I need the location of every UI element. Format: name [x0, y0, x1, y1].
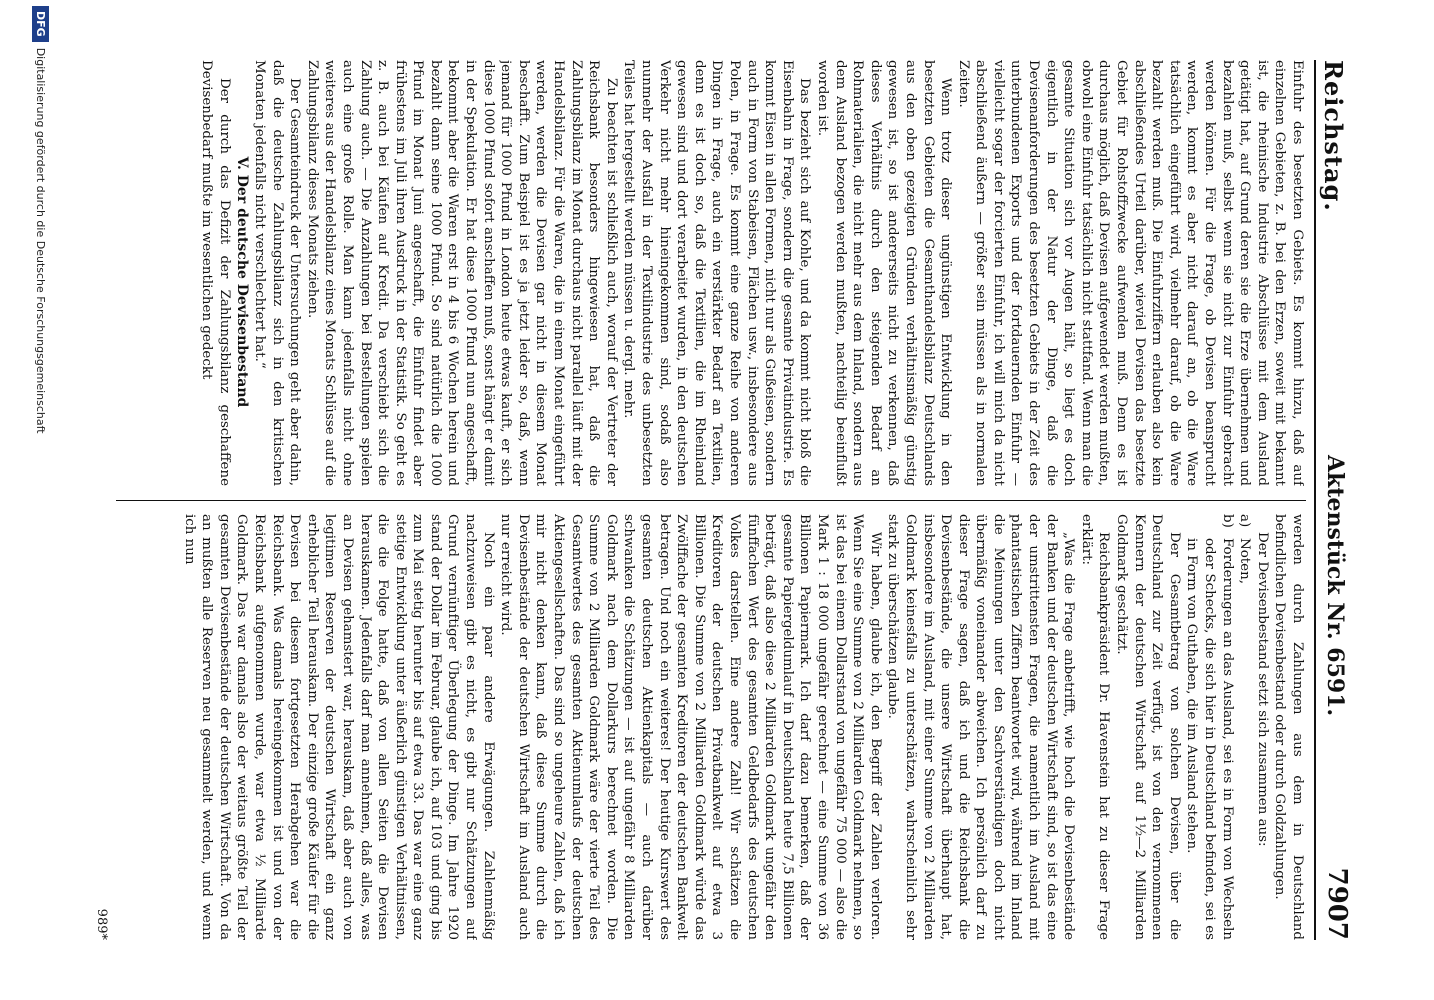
credit-text: Digitalisierung gefördert durch die Deutsche Forschungsgemeinschaft — [34, 47, 47, 434]
list-item-label: b) — [1219, 514, 1235, 528]
list-item-label: a) — [1237, 514, 1253, 528]
list-item — [1183, 514, 1236, 940]
page-number: 7907 — [1322, 867, 1352, 940]
quote-paragraph: „Was die Frage anbetrifft, wie hoch die Devisenbestände der Banken und der deutschen Wirtschaft sind, so ist das eine der umstrittensten Fragen, die namentlich im Ausland mit phantastischen Ziffern beantwortet wird, während im Inland die Meinungen unter den Sachverständigen doch nicht übermäßig voneinander abweichen. Ich persönlich darf zu dieser Frage sagen, daß ich und die Reichsbank die Devisenbestände, die unsere Wirtschaft überhaupt hat, insbesondere im Ausland, mit einer Summe von 2 Milliarden Goldmark keinesfalls zu unterschätzen, wahrscheinlich sehr stark zu überschätzen glaube. — [885, 514, 1077, 940]
paragraph: Zu beachten ist schließlich auch, worauf der Vertreter der Reichsbank besonders hingewiesen hat, daß die Zahlungsbilanz im Monat durchaus nicht parallel läuft mit der Handelsbilanz. Für die Waren, die in einem Monat eingeführt werden, werden die Devisen gar nicht in diesem Monat beschafft. Zum Beispiel ist es ja jetzt leider so, daß, wenn jemand für 1000 Pfund in London heute etwas kauft, er sich diese 1000 Pfund sofort anschaffen muß, sonst hängt er damit in der Spekulation. Er hat diese 1000 Pfund nun angeschafft, bekommt aber die Waren erst in 4 bis 6 Wochen herein und bezahlt dann seine 1000 Pfund. So sind natürlich die 1000 Pfund im Monat Juni angeschafft, die Einfuhr findet aber frühestens im Juli ihren Ausdruck in der Statistik. So geht es z. B. auch bei Käufen auf Kredit. Da verschiebt sich die Zahlung auch. — Die Anzahlungen bei Bestellungen spielen auch eine große Rolle. Man kann jedenfalls nicht ohne weiteres aus der Handelsbilanz eines Monats Schlüsse auf die Zahlungsbilanz dieses Monats ziehen. — [304, 60, 619, 486]
quote-paragraph: Wir haben, glaube ich, den Begriff der Zahlen verloren. Wenn Sie eine Summe von 2 Milliarden Goldmark nehmen, so ist das bei einem Dollarstand von ungefähr 75 000 — also die Mark 1 : 18 000 ungefähr gerechnet — eine Summe von 36 Billionen Papiermark. Ich darf dazu bemerken, daß der gesamte Papiergeldumlauf in Deutschland heute 7,5 Billionen beträgt, daß also diese 2 Milliarden Goldmark ungefähr den fünffachen Wert des gesamten Geldbedarfs des deutschen Volkes darstellen. Eine andere Zahl! Wir schätzen die Kreditoren der deutschen Privatbankwelt auf etwa 3 Billionen. Die Summe von 2 Milliarden Goldmark würde das Zwölffache der gesamten Kreditoren der deutschen Bankwelt betragen. Und noch ein weiteres! Der heutige Kurswert des gesamten deutschen Aktienkapitals — auch darüber schwanken die Schätzungen — ist auf ungefähr 8 Milliarden Goldmark nach dem Dollarkurs berechnet worden. Die Summe von 2 Milliarden Goldmark wäre der vierte Teil des Gesamtwertes des gesamten Aktienumlaufs der deutschen Aktiengesellschaften. Das sind so ungeheure Zahlen, daß ich mir nicht denken kann, daß diese Summe durch die Devisenbestände der deutschen Wirtschaft im Ausland auch nur erreicht wird. — [498, 514, 883, 940]
paragraph: Reichsbankpräsident Dr. Havenstein hat zu dieser Frage erklärt: — [1078, 514, 1112, 940]
digitization-credit — [19, 6, 49, 986]
list-item-text: Noten, — [1237, 538, 1253, 584]
printed-sheet — [96, 60, 1356, 940]
paragraph: Wenn trotz dieser ungünstigen Entwicklung in den besetzten Gebieten die Gesamthandelsbilanz Deutschlands aus den oben gezeigten Gründen verhältnismäßig günstig gewesen ist, so ist andererseits nicht zu verkennen, daß dieses Verhältnis durch den steigenden Bedarf an Rohmaterialien, die nicht mehr aus dem Inland, sondern aus dem Ausland bezogen werden mußten, nachteilig beeinflußt worden ist. — [814, 60, 954, 486]
left-column — [116, 60, 1306, 486]
dfg-logo: DFG — [32, 6, 49, 42]
paragraph: Der Gesamtbetrag von solchen Devisen, über die Deutschland zur Zeit verfügt, ist von den vernommenen Kennern der deutschen Wirtschaft auf 1½—2 Milliarden Goldmark geschätzt. — [1114, 514, 1182, 940]
header-left: Reichstag. — [1319, 60, 1348, 212]
list-item — [1236, 514, 1254, 940]
list-item-text: Forderungen an das Ausland, sei es in Form von Wechseln oder Schecks, die sich hier in Deutschland befinden, sei es in Form von Guthaben, die im Ausland stehen. — [1184, 538, 1235, 940]
paragraph: Der durch das Defizit der Zahlungsbilanz geschaffene Devisenbedarf mußte im wesentlichen gedeckt — [199, 60, 232, 486]
paragraph: Der Devisenbestand setzt sich zusammen aus: — [1254, 532, 1270, 847]
paragraph: Das bezieht sich auf Kohle, und da kommt nicht bloß die Eisenbahn in Frage, sondern die gesamte Privatindustrie. Es kommt Eisen in allen Formen, nicht nur als Gußeisen, sondern auch in Form von Stabeisen, Flächen usw., insbesondere aus Polen, in Frage. Es kommt eine ganze Reihe von anderen Dingen in Frage, auch ein verstärkter Bedarf an Textilien, denn es ist doch so, daß die Textilien, die im Rheinland gewesen sind und dort verarbeitet wurden, in den deutschen Verkehr nicht mehr hineingekommen sind, sodaß also nunmehr der Ausfall in der Textilindustrie des unbesetzten Teiles hat hergestellt werden müssen u. dergl. mehr. — [621, 60, 813, 486]
paragraph: werden durch Zahlungen aus dem in Deutschland befindlichen Devisenbestand oder durch Goldzahlungen. — [1272, 514, 1305, 940]
header-document-number: Aktenstück Nr. 6591. — [1322, 455, 1348, 717]
column-divider — [116, 500, 1306, 501]
signature-mark: 989* — [94, 908, 109, 940]
paragraph: Der Gesamteindruck der Untersuchungen geht aber dahin, daß die deutsche Zahlungsbilanz sich in den kritischen Monaten jedenfalls nicht verschlechtert hat.“ — [251, 60, 303, 486]
paragraph: Einfuhr des besetzten Gebiets. Es kommt hinzu, daß auf einzelnen Gebieten, z. B. bei den Erzen, soweit mit bekannt ist, die rheinische Industrie Abschlüsse mit dem Ausland getätigt hat, auf Grund deren sie die Erze übernehmen und bezahlen muß, selbst wenn sie nicht zur Einfuhr gebracht werden können. Für die Frage, ob Devisen beansprucht werden, kommt es aber nicht darauf an, ob die Ware tatsächlich eingeführt wird, vielmehr darauf, ob die Ware bezahlt werden muß. Die Einfuhrziffern erlauben also kein abschließendes Urteil darüber, wieviel Devisen das besetzte Gebiet für Rohstoffzwecke aufwenden muß. Denn es ist durchaus möglich, daß Devisen aufgewendet werden mußten, obwohl eine Einfuhr tatsächlich nicht stattfand. Wenn man die gesamte Situation sich vor Augen hält, so liegt es doch eigentlich in der Natur der Dinge, daß die Devisenanforderungen des besetzten Gebiets in der Zeit des unterbundenen Exports und der fortdauernden Einfuhr — vielleicht sogar der forcierten Einfuhr, ich will mich da nicht abschließend äußern — größer sein müssen als in normalen Zeiten. — [955, 60, 1305, 486]
right-column — [116, 514, 1306, 940]
quote-paragraph: Noch ein paar andere Erwägungen. Zahlenmäßig nachzuweisen gibt es nicht, es gibt nur Schätzungen auf Grund vernünftiger Überlegung der Dinge. Im Jahre 1920 stand der Dollar im Februar, glaube ich, auf 103 und ging bis zum Mai stetig herunter bis auf etwa 33. Das war eine ganz stetige Entwicklung unter äußerlich günstigen Verhältnissen, die die Folge hatte, daß von allen Seiten die Devisen herauskamen. Jedenfalls darf man annehmen, daß alles, was an Devisen gehamstert war, herauskam, daß aber auch von legitimen Reserven der deutschen Wirtschaft ein ganz erheblicher Teil herauskam. Der einzige große Käufer für die Devisen bei diesem fortgesetzten Herabgehen war die Reichsbank. Was damals hereingekommen ist und von der Reichsbank aufgenommen wurde, war etwa ½ Milliarde Goldmark. Das war damals also der weitaus größte Teil der gesamten Devisenbestände der deutschen Wirtschaft. Von da an mußten alle Reserven neu gesammelt werden, und wenn ich nun — [181, 514, 496, 940]
section-title: V. Der deutsche Devisenbestand — [234, 156, 251, 408]
running-header — [1314, 60, 1356, 940]
